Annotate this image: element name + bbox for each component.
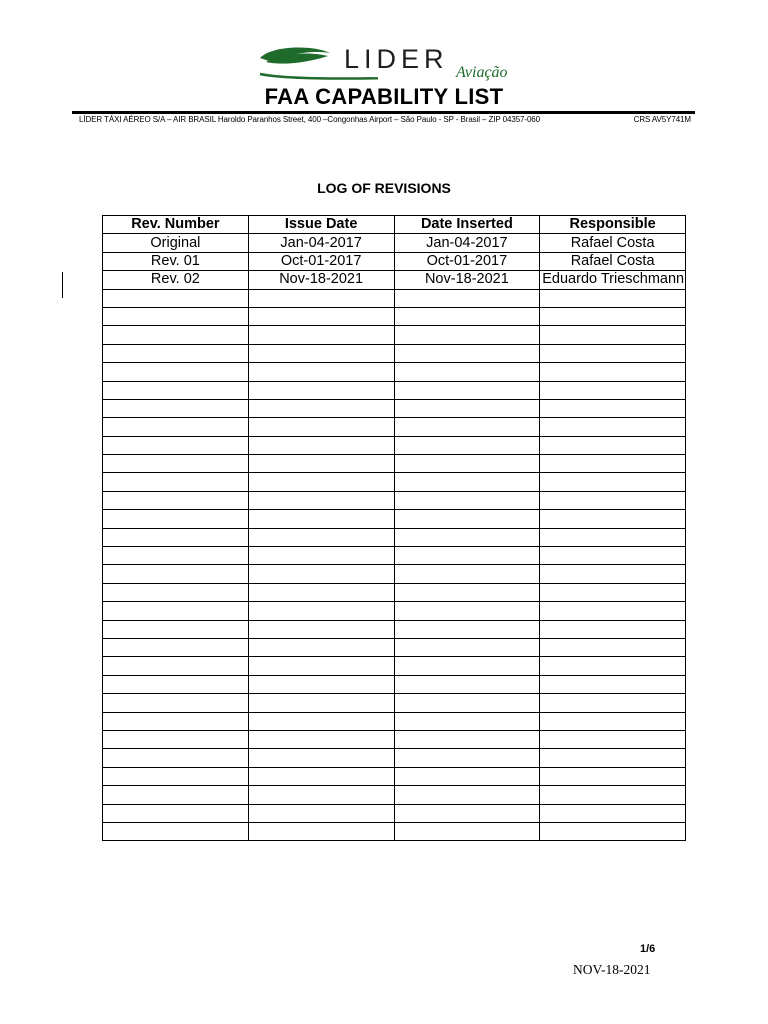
table-cell <box>103 602 249 620</box>
document-title: FAA CAPABILITY LIST <box>264 84 504 109</box>
column-header: Rev. Number <box>103 216 249 234</box>
table-row <box>103 822 686 840</box>
table-cell: Eduardo Trieschmann <box>540 271 686 289</box>
table-cell <box>394 363 540 381</box>
table-cell <box>248 455 394 473</box>
table-row <box>103 381 686 399</box>
table-cell <box>248 767 394 785</box>
table-cell <box>248 344 394 362</box>
logo-subtitle: Aviação <box>456 64 508 81</box>
table-cell <box>540 675 686 693</box>
table-cell <box>540 786 686 804</box>
table-header-row <box>103 216 686 234</box>
table-cell <box>540 455 686 473</box>
table-cell <box>394 491 540 509</box>
table-cell <box>540 399 686 417</box>
table-cell <box>540 620 686 638</box>
table-cell <box>394 804 540 822</box>
table-cell <box>248 675 394 693</box>
column-header: Issue Date <box>248 216 394 234</box>
table-cell <box>103 657 249 675</box>
table-cell <box>394 381 540 399</box>
table-cell <box>540 344 686 362</box>
table-cell <box>394 399 540 417</box>
table-cell <box>103 730 249 748</box>
table-cell <box>103 786 249 804</box>
table-cell <box>540 767 686 785</box>
table-cell <box>248 491 394 509</box>
table-cell <box>540 694 686 712</box>
table-cell <box>248 510 394 528</box>
table-row <box>103 307 686 325</box>
table-cell <box>248 730 394 748</box>
table-cell <box>103 381 249 399</box>
table-cell <box>103 749 249 767</box>
table-cell <box>103 675 249 693</box>
table-cell <box>248 528 394 546</box>
table-cell <box>394 620 540 638</box>
table-row <box>103 363 686 381</box>
table-cell <box>394 694 540 712</box>
table-cell <box>248 565 394 583</box>
table-cell <box>248 583 394 601</box>
table-cell: Nov-18-2021 <box>394 271 540 289</box>
table-cell <box>540 822 686 840</box>
table-cell <box>394 822 540 840</box>
table-cell: Oct-01-2017 <box>394 252 540 270</box>
table-cell <box>394 436 540 454</box>
table-cell <box>540 730 686 748</box>
table-cell <box>394 602 540 620</box>
table-cell <box>248 822 394 840</box>
table-cell <box>248 326 394 344</box>
footer-date: NOV-18-2021 <box>573 962 651 977</box>
table-cell <box>248 381 394 399</box>
table-row <box>103 786 686 804</box>
table-row <box>103 234 686 252</box>
table-cell <box>103 418 249 436</box>
table-cell <box>540 510 686 528</box>
table-cell <box>248 363 394 381</box>
table-cell <box>394 565 540 583</box>
table-row <box>103 289 686 307</box>
table-cell <box>540 583 686 601</box>
table-row <box>103 620 686 638</box>
address-text: LÍDER TÁXI AÉREO S/A – AIR BRASIL Haroldo Paranhos Street, 400 –Congonhas Airport – São Paulo - SP - Brasil – ZIP 04357-060 <box>79 115 541 124</box>
table-cell <box>248 620 394 638</box>
table-cell: Oct-01-2017 <box>248 252 394 270</box>
table-cell <box>394 473 540 491</box>
table-cell <box>540 528 686 546</box>
table-cell <box>540 804 686 822</box>
table-cell <box>394 418 540 436</box>
table-cell <box>103 344 249 362</box>
table-cell <box>394 675 540 693</box>
table-cell: Nov-18-2021 <box>248 271 394 289</box>
table-cell <box>103 767 249 785</box>
table-row <box>103 344 686 362</box>
column-header: Responsible <box>540 216 686 234</box>
table-cell <box>540 657 686 675</box>
table-cell <box>248 657 394 675</box>
table-cell <box>394 528 540 546</box>
table-row <box>103 547 686 565</box>
table-cell <box>248 694 394 712</box>
table-row <box>103 675 686 693</box>
table-cell <box>248 289 394 307</box>
table-cell <box>394 289 540 307</box>
table-row <box>103 602 686 620</box>
table-cell <box>540 307 686 325</box>
table-cell <box>103 694 249 712</box>
table-row <box>103 473 686 491</box>
table-cell <box>540 326 686 344</box>
table-row <box>103 565 686 583</box>
table-cell <box>248 307 394 325</box>
table-row <box>103 804 686 822</box>
table-cell <box>540 638 686 656</box>
table-cell <box>248 638 394 656</box>
table-cell: Rev. 02 <box>103 271 249 289</box>
table-cell <box>103 491 249 509</box>
table-cell <box>103 289 249 307</box>
table-cell <box>248 399 394 417</box>
table-cell <box>248 602 394 620</box>
table-cell <box>248 473 394 491</box>
table-cell <box>394 510 540 528</box>
table-cell <box>394 583 540 601</box>
table-cell <box>394 455 540 473</box>
table-cell <box>540 547 686 565</box>
table-body <box>103 234 686 841</box>
company-address <box>79 115 691 124</box>
column-header: Date Inserted <box>394 216 540 234</box>
table-cell: Rafael Costa <box>540 252 686 270</box>
table-row <box>103 455 686 473</box>
text-cursor <box>62 272 63 298</box>
table-cell <box>540 289 686 307</box>
table-cell <box>394 712 540 730</box>
table-cell <box>103 436 249 454</box>
table-cell <box>103 326 249 344</box>
table-cell <box>394 307 540 325</box>
revisions-table <box>102 215 686 841</box>
table-cell <box>103 473 249 491</box>
table-cell <box>394 786 540 804</box>
table-cell <box>540 712 686 730</box>
table-cell <box>248 418 394 436</box>
table-cell <box>103 455 249 473</box>
table-cell <box>540 565 686 583</box>
table-cell <box>248 547 394 565</box>
table-row <box>103 271 686 289</box>
table-cell: Rev. 01 <box>103 252 249 270</box>
table-row <box>103 510 686 528</box>
table-cell <box>248 712 394 730</box>
table-cell <box>103 804 249 822</box>
table-cell <box>248 749 394 767</box>
table-cell: Rafael Costa <box>540 234 686 252</box>
table-cell <box>103 712 249 730</box>
logo-name: LIDER <box>344 44 449 74</box>
table-row <box>103 491 686 509</box>
table-row <box>103 326 686 344</box>
table-cell <box>394 547 540 565</box>
table-cell <box>540 491 686 509</box>
table-row <box>103 730 686 748</box>
table-cell <box>394 344 540 362</box>
table-row <box>103 638 686 656</box>
table-cell: Jan-04-2017 <box>394 234 540 252</box>
table-cell <box>103 565 249 583</box>
table-cell <box>540 749 686 767</box>
table-row <box>103 418 686 436</box>
table-cell <box>540 436 686 454</box>
table-row <box>103 657 686 675</box>
table-cell <box>103 307 249 325</box>
table-cell <box>103 363 249 381</box>
log-title: LOG OF REVISIONS <box>317 180 451 196</box>
table-cell <box>103 620 249 638</box>
table-cell <box>103 822 249 840</box>
company-logo <box>258 44 518 86</box>
table-row <box>103 767 686 785</box>
table-cell <box>394 657 540 675</box>
table-cell <box>394 326 540 344</box>
table-row <box>103 712 686 730</box>
table-cell <box>540 602 686 620</box>
page-number: 1/6 <box>640 943 656 955</box>
table-cell <box>540 381 686 399</box>
table-cell <box>540 363 686 381</box>
table-cell <box>248 436 394 454</box>
table-row <box>103 749 686 767</box>
header-divider <box>72 111 695 114</box>
table-cell <box>540 418 686 436</box>
table-row <box>103 583 686 601</box>
table-row <box>103 252 686 270</box>
table-cell <box>394 638 540 656</box>
table-cell <box>103 547 249 565</box>
table-cell <box>103 528 249 546</box>
table-cell <box>103 510 249 528</box>
table-cell <box>103 399 249 417</box>
table-cell: Original <box>103 234 249 252</box>
table-cell <box>103 638 249 656</box>
table-cell <box>394 749 540 767</box>
table-row <box>103 399 686 417</box>
table-cell <box>394 767 540 785</box>
table-row <box>103 528 686 546</box>
crs-number: CRS AV5Y741M <box>633 115 691 124</box>
table-cell <box>103 583 249 601</box>
table-cell <box>394 730 540 748</box>
table-cell <box>248 804 394 822</box>
table-cell <box>540 473 686 491</box>
table-row <box>103 694 686 712</box>
table-cell <box>248 786 394 804</box>
table-row <box>103 436 686 454</box>
table-cell: Jan-04-2017 <box>248 234 394 252</box>
